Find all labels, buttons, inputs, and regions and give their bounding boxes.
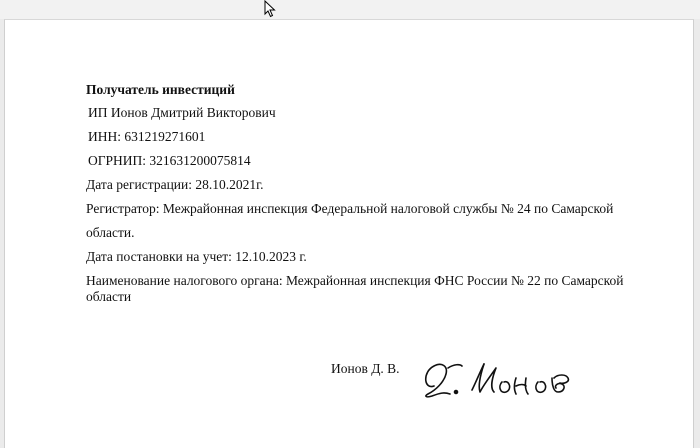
handwritten-signature: [420, 356, 580, 411]
registrar-line: Регистратор: Межрайонная инспекция Федеральной налоговой службы № 24 по Самарской: [86, 201, 614, 216]
signer-name: Ионов Д. В.: [331, 361, 400, 376]
tax-authority-line: Наименование налогового органа: Межрайонная инспекция ФНС России № 22 по Самарской: [86, 273, 624, 288]
ogrnip-line: ОГРНИП: 321631200075814: [88, 153, 251, 168]
tax-registration-date-line: Дата постановки на учет: 12.10.2023 г.: [86, 249, 307, 264]
viewer-top-strip: [0, 0, 700, 19]
entrepreneur-name: ИП Ионов Дмитрий Викторович: [88, 105, 276, 120]
tax-authority-line-continued: области: [86, 289, 132, 304]
investment-recipient-heading: Получатель инвестиций: [86, 82, 235, 97]
registration-date-line: Дата регистрации: 28.10.2021г.: [86, 177, 264, 192]
inn-line: ИНН: 631219271601: [88, 129, 206, 144]
registrar-line-continued: области.: [86, 225, 135, 240]
